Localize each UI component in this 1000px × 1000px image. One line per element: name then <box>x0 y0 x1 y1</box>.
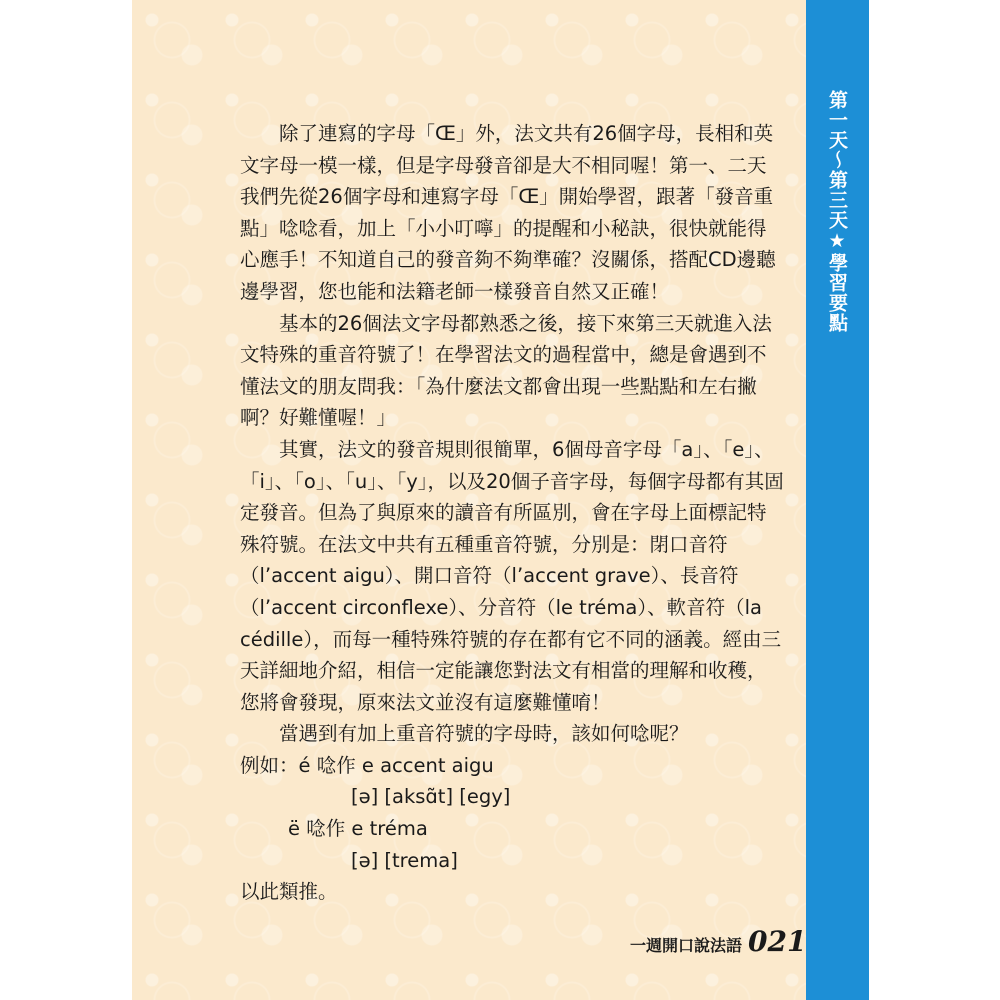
footer-page-number: 021 <box>748 925 807 958</box>
page-footer <box>630 925 806 958</box>
paragraph-1: 除了連寫的字母「Œ」外，法文共有26個字母，長相和英文字母一模一樣，但是字母發音卻是大不相同喔！第一、二天我們先從26個字母和連寫字母「Œ」開始學習，跟著「發音重點」唸唸看，加上「小小叮嚀」的提醒和小秘訣，很快就能得心應手！不知道自己的發音夠不夠準確？沒關係，搭配CD邊聽邊學習，您也能和法籍老師一樣發音自然又正確！ <box>240 122 776 303</box>
footer-book-title: 一週開口說法語 <box>630 936 743 955</box>
paragraph-3: 其實，法文的發音規則很簡單，6個母音字母「a」、「e」、「i」、「o」、「u」、「y」，以及20個子音字母，每個字母都有其固定發音。但為了與原來的讀音有所區別，會在字母上面標記特殊符號。在法文中共有五種重音符號，分別是：閉口音符（l’accent aigu）、開口音符（l’accent grave）、長音符（l’accent circonflexe）、分音符（le tréma）、軟音符（la cédille），而每一種特殊符號的存在都有它不同的涵義。經由三天詳細地介紹，相信一定能讓您對法文有相當的理解和收穫，您將會發現，原來法文並沒有這麼難懂唷！ <box>240 437 784 714</box>
example-line-2: [ə] [aksɑ̃t] [egy] <box>351 785 511 809</box>
example-line-1: 例如：é 唸作 e accent aigu <box>240 753 494 777</box>
paragraph-4: 當遇到有加上重音符號的字母時，該如何唸呢？ <box>279 722 689 746</box>
side-tab-label: 第一天～第三天★學習要點 <box>826 90 848 333</box>
body-text <box>240 118 785 908</box>
example-line-4: [ə] [trema] <box>351 848 458 872</box>
paragraph-2: 基本的26個法文字母都熟悉之後，接下來第三天就進入法文特殊的重音符號了！在學習法文的過程當中，總是會遇到不懂法文的朋友問我：「為什麼法文都會出現一些點點和左右撇啊？好難懂喔！」 <box>240 311 772 430</box>
example-line-3: ë 唸作 e tréma <box>288 817 428 841</box>
chapter-side-tab <box>806 0 869 1000</box>
closing-line: 以此類推。 <box>240 880 338 904</box>
